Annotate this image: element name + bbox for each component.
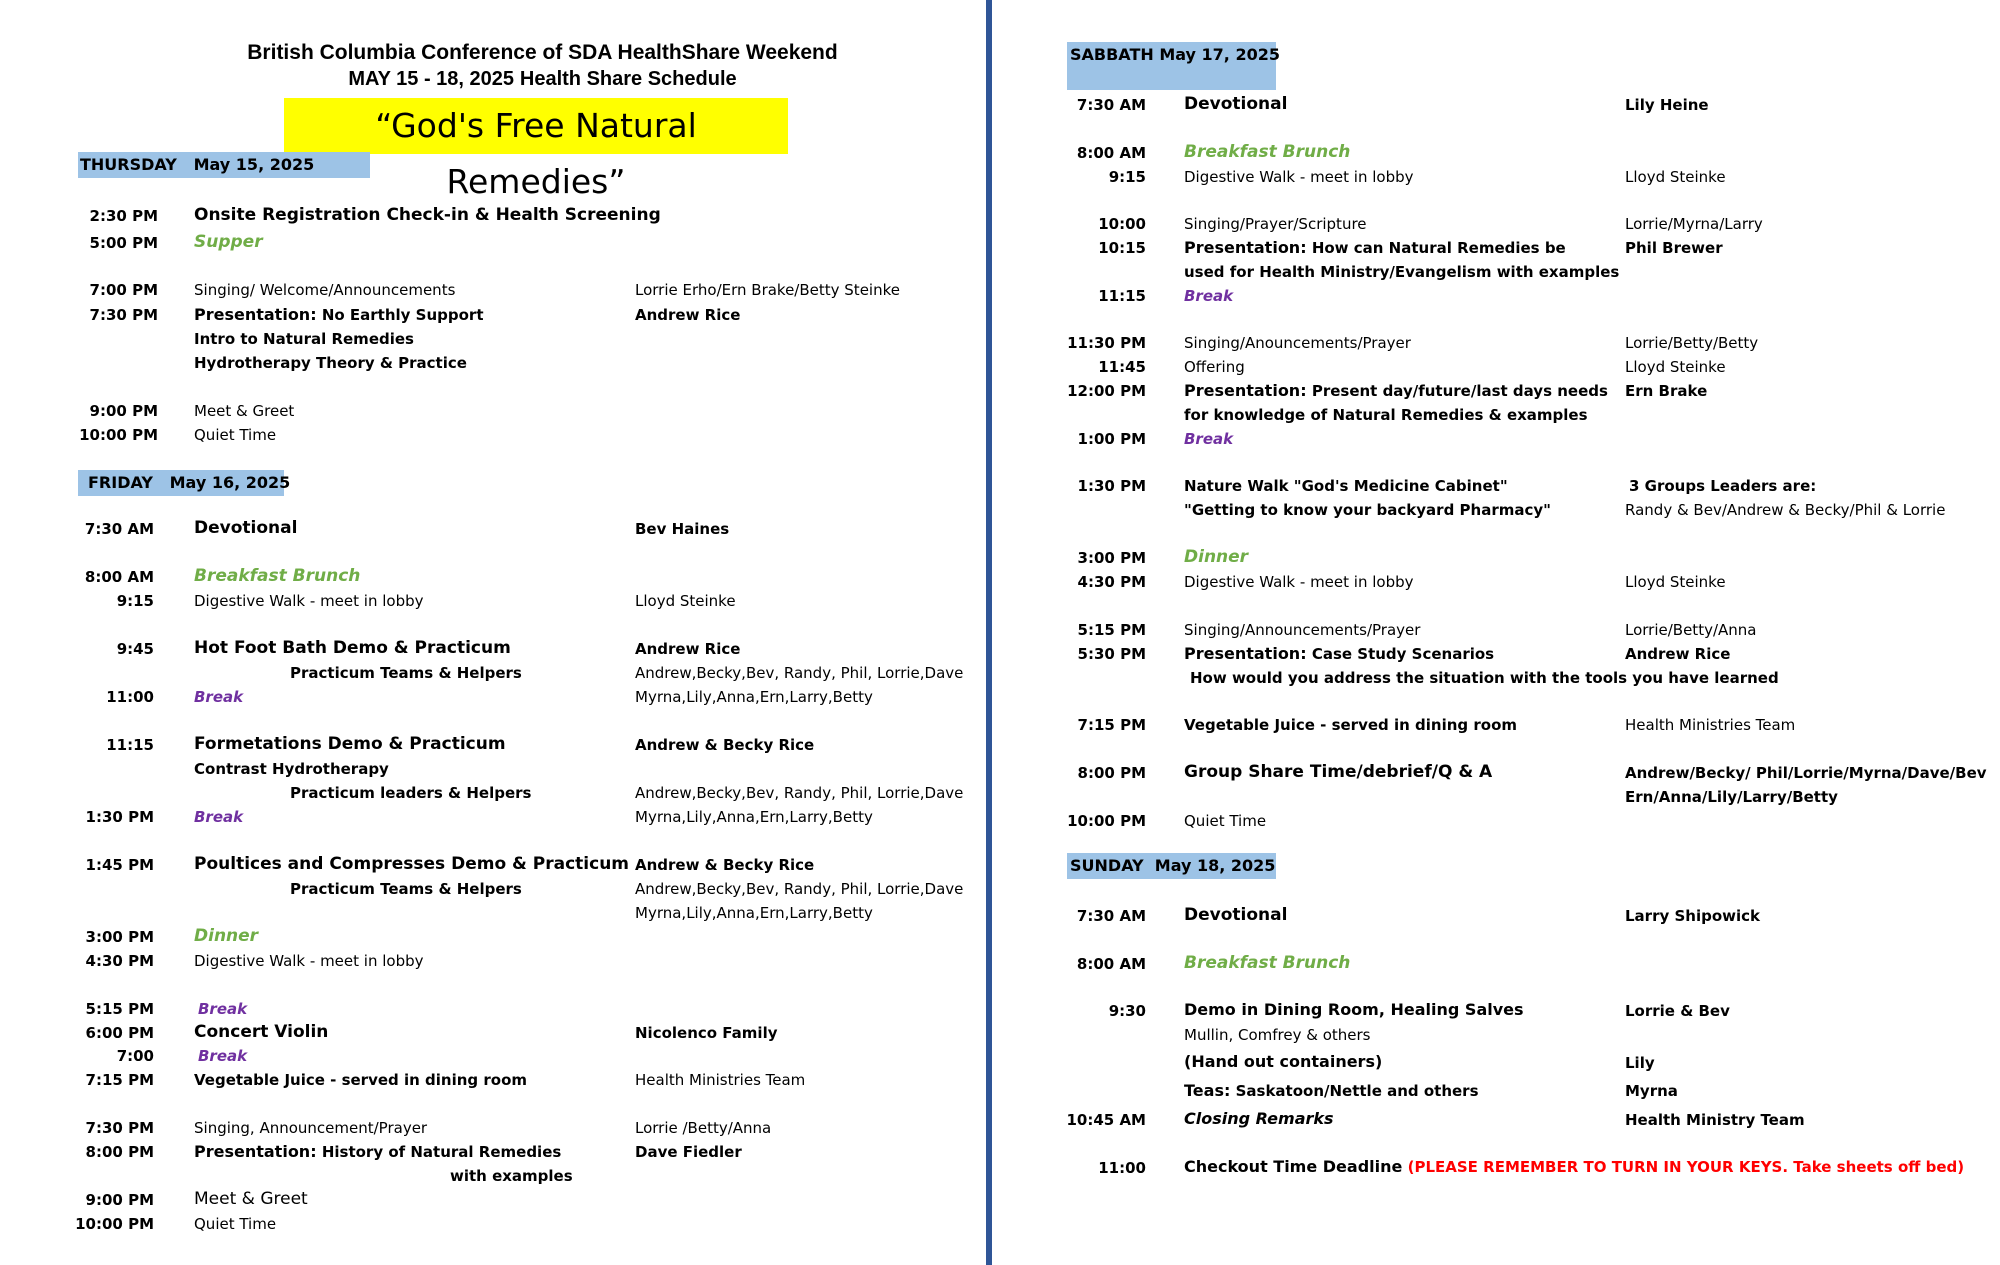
schedule-subtitle (0, 66, 1085, 92)
schedule-person: Nicolenco Family (635, 1024, 778, 1042)
schedule-event (1184, 1081, 1479, 1101)
schedule-event: (Hand out containers) (1184, 1052, 1383, 1071)
schedule-time: 10:15 (1098, 239, 1146, 257)
schedule-time: 9:45 (116, 640, 154, 658)
schedule-event (194, 305, 484, 325)
schedule-person: Andrew Rice (1625, 645, 1731, 663)
schedule-person: Ern/Anna/Lily/Larry/Betty (1625, 788, 1838, 806)
schedule-time: 9:00 PM (85, 1191, 154, 1209)
meal-event: Supper (194, 232, 263, 252)
schedule-event (1184, 381, 1608, 401)
schedule-dates: MAY 15 - 18, 2025 (348, 68, 515, 90)
schedule-event-cont: used for Health Ministry/Evangelism with examples (1184, 263, 1620, 281)
schedule-event: Singing/ Welcome/Announcements (194, 281, 456, 299)
theme-title: “God's Free Natural Remedies” (284, 98, 788, 154)
schedule-event: Poultices and Compresses Demo & Practicum (194, 854, 630, 874)
schedule-person: Dave Fiedler (635, 1143, 742, 1161)
schedule-person: Bev Haines (635, 520, 730, 538)
sabbath-header: SABBATH May 17, 2025 (1067, 42, 1276, 90)
schedule-event-cont: How would you address the situation with the tools you have learned (1190, 669, 1779, 687)
presentation-title: Present day/future/last days needs (1311, 382, 1608, 400)
schedule-event: Formetations Demo & Practicum (194, 734, 506, 754)
schedule-event: Offering (1184, 358, 1245, 376)
schedule-event-cont: Hydrotherapy Theory & Practice (194, 354, 467, 372)
schedule-person: 3 Groups Leaders are: (1629, 477, 1817, 495)
schedule-time: 7:00 PM (89, 281, 158, 299)
schedule-time: 8:00 AM (1076, 144, 1146, 162)
schedule-event-cont: Practicum leaders & Helpers (290, 784, 532, 802)
schedule-time: 9:00 PM (89, 402, 158, 420)
schedule-event: Digestive Walk - meet in lobby (194, 952, 424, 970)
schedule-time: 5:15 PM (1077, 621, 1146, 639)
document-header (0, 40, 1085, 92)
friday-header: FRIDAY May 16, 2025 (78, 470, 284, 496)
schedule-event-cont: Contrast Hydrotherapy (194, 760, 389, 778)
schedule-time: 7:30 AM (1076, 96, 1146, 114)
schedule-time: 10:00 (1098, 215, 1146, 233)
schedule-person: Andrew & Becky Rice (635, 736, 815, 754)
schedule-event-cont: Intro to Natural Remedies (194, 330, 414, 348)
presentation-title: No Earthly Support (321, 306, 484, 324)
schedule-time: 1:30 PM (1077, 477, 1146, 495)
schedule-time: 10:00 PM (75, 1215, 154, 1233)
teas-list: Saskatoon/Nettle and others (1235, 1082, 1479, 1100)
schedule-time: 9:30 (1108, 1002, 1146, 1020)
schedule-person: Lorrie & Bev (1625, 1002, 1730, 1020)
schedule-event (1184, 644, 1494, 664)
schedule-time: 7:30 AM (84, 520, 154, 538)
schedule-time: 11:15 (1098, 287, 1146, 305)
schedule-event: Quiet Time (1184, 812, 1267, 830)
meal-event: Breakfast Brunch (194, 566, 361, 586)
schedule-time: 7:15 PM (85, 1071, 154, 1089)
break-event: Break (198, 1047, 248, 1065)
column-divider (986, 0, 992, 1265)
schedule-event (1184, 238, 1566, 258)
schedule-event: Demo in Dining Room, Healing Salves (1184, 1000, 1524, 1019)
schedule-event-cont: for knowledge of Natural Remedies & examples (1184, 406, 1588, 424)
schedule-person: Lorrie/Betty/Betty (1625, 334, 1759, 352)
schedule-time: 11:00 (1098, 1159, 1146, 1177)
schedule-event: Meet & Greet (194, 402, 295, 420)
schedule-time: 10:00 PM (79, 426, 158, 444)
schedule-person: Health Ministries Team (1625, 716, 1796, 734)
schedule-person: Myrna,Lily,Anna,Ern,Larry,Betty (635, 688, 873, 706)
schedule-event: Onsite Registration Check-in & Health Screening (194, 205, 661, 225)
schedule-person: Health Ministry Team (1625, 1111, 1805, 1129)
schedule-person: Andrew,Becky,Bev, Randy, Phil, Lorrie,Dave (635, 784, 964, 802)
schedule-event-cont: Practicum Teams & Helpers (290, 880, 522, 898)
schedule-person: Larry Shipowick (1625, 907, 1761, 925)
schedule-time: 5:30 PM (1077, 645, 1146, 663)
schedule-time: 9:15 (116, 592, 154, 610)
schedule-event: Meet & Greet (194, 1189, 308, 1209)
schedule-event: Concert Violin (194, 1022, 329, 1042)
checkout-warning: (PLEASE REMEMBER TO TURN IN YOUR KEYS. Take sheets off bed) (1407, 1158, 1965, 1176)
schedule-time: 12:00 PM (1067, 382, 1146, 400)
schedule-time: 4:30 PM (85, 952, 154, 970)
schedule-time: 10:00 PM (1067, 812, 1146, 830)
schedule-person: Lloyd Steinke (1625, 573, 1726, 591)
schedule-event: Nature Walk "God's Medicine Cabinet" (1184, 477, 1508, 495)
break-event: Break (194, 688, 244, 706)
presentation-label: Presentation: (1184, 238, 1307, 257)
schedule-time: 7:30 PM (89, 306, 158, 324)
schedule-person: Health Ministries Team (635, 1071, 806, 1089)
schedule-person: Lloyd Steinke (1625, 358, 1726, 376)
checkout-label: Checkout Time Deadline (1184, 1157, 1403, 1176)
schedule-label: Health Share Schedule (519, 68, 737, 90)
schedule-time: 4:30 PM (1077, 573, 1146, 591)
schedule-person: Lorrie/Betty/Anna (1625, 621, 1757, 639)
schedule-time: 5:00 PM (89, 234, 158, 252)
schedule-event-cont: "Getting to know your backyard Pharmacy" (1184, 501, 1551, 519)
schedule-time: 11:15 (106, 736, 154, 754)
meal-event: Dinner (1184, 547, 1249, 567)
schedule-person: Andrew,Becky,Bev, Randy, Phil, Lorrie,Dave (635, 880, 964, 898)
schedule-person: Andrew & Becky Rice (635, 856, 815, 874)
schedule-person: Myrna,Lily,Anna,Ern,Larry,Betty (635, 808, 873, 826)
schedule-time: 1:45 PM (85, 856, 154, 874)
presentation-title: Case Study Scenarios (1311, 645, 1495, 663)
schedule-time: 7:00 (116, 1047, 154, 1065)
schedule-person: Lloyd Steinke (1625, 168, 1726, 186)
presentation-title: History of Natural Remedies (321, 1143, 562, 1161)
break-event: Break (1184, 287, 1234, 305)
teas-label: Teas: (1184, 1081, 1231, 1100)
schedule-event: Devotional (1184, 94, 1288, 114)
schedule-person: Lily (1625, 1054, 1655, 1072)
presentation-label: Presentation: (1184, 381, 1307, 400)
schedule-time: 6:00 PM (85, 1024, 154, 1042)
schedule-time: 11:30 PM (1067, 334, 1146, 352)
schedule-time: 11:00 (106, 688, 154, 706)
schedule-event: Singing/Prayer/Scripture (1184, 215, 1367, 233)
schedule-person: Lorrie/Myrna/Larry (1625, 215, 1763, 233)
schedule-time: 8:00 PM (1077, 764, 1146, 782)
schedule-person: Randy & Bev/Andrew & Becky/Phil & Lorrie (1625, 501, 1946, 519)
schedule-event: Singing, Announcement/Prayer (194, 1119, 428, 1137)
schedule-event: Singing/Announcements/Prayer (1184, 621, 1421, 639)
schedule-event (194, 1142, 561, 1162)
schedule-time: 7:30 PM (85, 1119, 154, 1137)
schedule-time: 3:00 PM (85, 928, 154, 946)
schedule-person: Lorrie /Betty/Anna (635, 1119, 772, 1137)
schedule-person: Phil Brewer (1625, 239, 1723, 257)
schedule-event: Digestive Walk - meet in lobby (194, 592, 424, 610)
schedule-person: Lorrie Erho/Ern Brake/Betty Steinke (635, 281, 900, 299)
schedule-time: 10:45 AM (1066, 1111, 1146, 1129)
schedule-person: Lily Heine (1625, 96, 1709, 114)
schedule-person: Ern Brake (1625, 382, 1708, 400)
schedule-event: Quiet Time (194, 426, 277, 444)
presentation-label: Presentation: (1184, 644, 1307, 663)
schedule-event: Closing Remarks (1184, 1109, 1334, 1128)
schedule-event: Vegetable Juice - served in dining room (194, 1071, 528, 1089)
schedule-event: Group Share Time/debrief/Q & A (1184, 762, 1493, 782)
schedule-event-cont: with examples (450, 1167, 573, 1185)
meal-event: Dinner (194, 926, 259, 946)
schedule-event: Devotional (194, 518, 298, 538)
schedule-event (1184, 1157, 1964, 1177)
schedule-person: Andrew,Becky,Bev, Randy, Phil, Lorrie,Dave (635, 664, 964, 682)
schedule-time: 1:30 PM (85, 808, 154, 826)
schedule-person: Myrna,Lily,Anna,Ern,Larry,Betty (635, 904, 873, 922)
meal-event: Breakfast Brunch (1184, 953, 1351, 973)
schedule-event: Vegetable Juice - served in dining room (1184, 716, 1518, 734)
presentation-label: Presentation: (194, 305, 317, 324)
meal-event: Breakfast Brunch (1184, 142, 1351, 162)
presentation-label: Presentation: (194, 1142, 317, 1161)
schedule-time: 2:30 PM (89, 207, 158, 225)
schedule-person: Myrna (1625, 1082, 1678, 1100)
schedule-time: 1:00 PM (1077, 430, 1146, 448)
conference-title: British Columbia Conference of SDA HealthShare Weekend (247, 41, 838, 64)
schedule-person: Andrew Rice (635, 640, 741, 658)
schedule-time: 3:00 PM (1077, 549, 1146, 567)
schedule-event-cont: Practicum Teams & Helpers (290, 664, 522, 682)
schedule-time: 9:15 (1108, 168, 1146, 186)
schedule-time: 7:30 AM (1076, 907, 1146, 925)
schedule-event: Singing/Anouncements/Prayer (1184, 334, 1411, 352)
break-event: Break (1184, 430, 1234, 448)
schedule-time: 8:00 AM (1076, 955, 1146, 973)
sunday-header: SUNDAY May 18, 2025 (1067, 853, 1276, 879)
presentation-title: How can Natural Remedies be (1311, 239, 1566, 257)
schedule-person: Andrew/Becky/ Phil/Lorrie/Myrna/Dave/Bev (1625, 764, 1987, 782)
schedule-event: Devotional (1184, 905, 1288, 925)
schedule-person: Lloyd Steinke (635, 592, 736, 610)
schedule-event-cont: Mullin, Comfrey & others (1184, 1026, 1371, 1044)
schedule-person: Andrew Rice (635, 306, 741, 324)
schedule-event: Digestive Walk - meet in lobby (1184, 573, 1414, 591)
schedule-time: 7:15 PM (1077, 716, 1146, 734)
break-event: Break (194, 808, 244, 826)
break-event: Break (198, 1000, 248, 1018)
thursday-header: THURSDAY May 15, 2025 (78, 152, 370, 178)
schedule-event: Hot Foot Bath Demo & Practicum (194, 638, 511, 658)
schedule-time: 11:45 (1098, 358, 1146, 376)
schedule-time: 8:00 PM (85, 1143, 154, 1161)
schedule-event: Quiet Time (194, 1215, 277, 1233)
schedule-event: Digestive Walk - meet in lobby (1184, 168, 1414, 186)
schedule-time: 5:15 PM (85, 1000, 154, 1018)
schedule-time: 8:00 AM (84, 568, 154, 586)
